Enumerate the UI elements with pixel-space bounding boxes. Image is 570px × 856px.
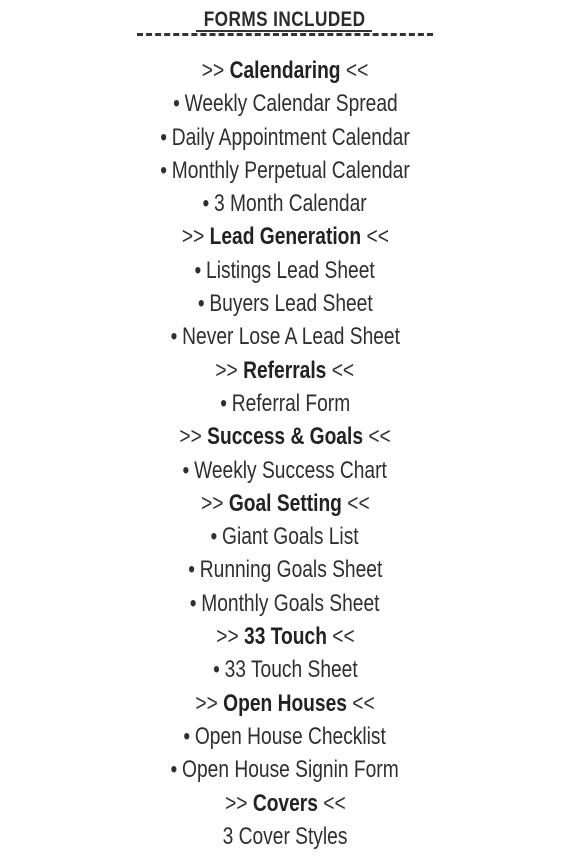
- list-item-label: Buyers Lead Sheet: [209, 290, 373, 318]
- list-item: [0, 520, 570, 553]
- bullet-icon: •: [172, 90, 180, 118]
- bullet-icon: •: [190, 589, 197, 617]
- dashed-divider: [137, 33, 433, 36]
- list-item: [0, 587, 570, 620]
- bullet-icon: •: [197, 290, 205, 318]
- section-heading-inner: [179, 420, 390, 453]
- list-item-label: Open House Checklist: [195, 722, 387, 750]
- list-item-label: Never Lose A Lead Sheet: [181, 323, 400, 351]
- arrow-left: >>: [195, 689, 218, 717]
- arrow-right: <<: [366, 223, 389, 251]
- section-heading: [0, 220, 570, 253]
- section-heading-label: Goal Setting: [228, 489, 342, 517]
- footer-item: [0, 820, 570, 853]
- section-heading: [0, 687, 570, 720]
- list-item: [0, 154, 570, 187]
- section-heading: [0, 354, 570, 387]
- forms-list: [0, 54, 570, 853]
- bullet-icon: •: [160, 156, 167, 184]
- section-heading-label: Lead Generation: [209, 223, 361, 251]
- section-heading-inner: [181, 220, 388, 253]
- title-underline: [196, 30, 372, 32]
- bullet-icon: •: [170, 323, 178, 351]
- bullet-icon: •: [202, 190, 210, 218]
- list-item: [0, 87, 570, 120]
- list-item-inner: [188, 553, 382, 586]
- bullet-icon: •: [194, 256, 202, 284]
- list-item-inner: [220, 387, 350, 420]
- list-item: [0, 753, 570, 786]
- list-item: [0, 720, 570, 753]
- section-heading: [0, 620, 570, 653]
- list-item-label: 3 Month Calendar: [214, 190, 368, 218]
- list-item-inner: [170, 320, 399, 353]
- list-item-inner: [183, 454, 387, 487]
- arrow-left: >>: [224, 789, 248, 817]
- section-heading-inner: [216, 620, 354, 653]
- list-item-label: 33 Touch Sheet: [224, 656, 358, 684]
- bullet-icon: •: [187, 556, 195, 584]
- bullet-icon: •: [170, 756, 178, 784]
- section-heading-label: Success & Goals: [207, 423, 363, 451]
- list-item-inner: [203, 187, 367, 220]
- arrow-right: <<: [346, 489, 370, 517]
- section-heading-label: Referrals: [243, 356, 327, 384]
- section-heading: [0, 420, 570, 453]
- section-heading-label: Open Houses: [223, 689, 347, 717]
- list-item-label: Monthly Goals Sheet: [201, 589, 380, 617]
- section-heading-inner: [201, 487, 370, 520]
- title-wrap: [0, 8, 570, 32]
- bullet-icon: •: [183, 722, 191, 750]
- list-item: [0, 187, 570, 220]
- list-item-inner: [160, 121, 410, 154]
- arrow-right: <<: [331, 623, 355, 651]
- list-item: [0, 287, 570, 320]
- list-item-label: Weekly Calendar Spread: [184, 90, 398, 118]
- list-item-label: Open House Signin Form: [182, 756, 400, 784]
- arrow-left: >>: [181, 223, 204, 251]
- bullet-icon: •: [160, 123, 167, 151]
- section-heading-inner: [216, 354, 355, 387]
- bullet-icon: •: [210, 523, 218, 551]
- section-heading: [0, 487, 570, 520]
- list-item-inner: [173, 87, 398, 120]
- arrow-right: <<: [331, 356, 355, 384]
- section-heading-label: 33 Touch: [243, 623, 327, 651]
- arrow-right: <<: [322, 789, 346, 817]
- section-heading-inner: [195, 687, 374, 720]
- arrow-right: <<: [345, 57, 369, 84]
- bullet-icon: •: [182, 456, 190, 484]
- section-heading: [0, 54, 570, 87]
- list-item: [0, 454, 570, 487]
- arrow-left: >>: [200, 489, 224, 517]
- list-item: [0, 653, 570, 686]
- arrow-left: >>: [179, 423, 202, 451]
- list-item-label: Running Goals Sheet: [199, 556, 383, 584]
- list-item-label: Daily Appointment Calendar: [171, 123, 410, 151]
- arrow-right: <<: [352, 689, 375, 717]
- footer-label: 3 Cover Styles: [222, 822, 348, 850]
- list-item-inner: [190, 587, 380, 620]
- section-heading-inner: [202, 54, 368, 87]
- list-item-label: Giant Goals List: [222, 523, 360, 551]
- list-item-label: Referral Form: [231, 389, 350, 417]
- section-heading-inner: [225, 787, 346, 820]
- list-item: [0, 553, 570, 586]
- list-item-label: Weekly Success Chart: [194, 456, 388, 484]
- list-item-inner: [198, 287, 373, 320]
- list-item-inner: [171, 753, 399, 786]
- footer-item-inner: [223, 820, 348, 853]
- arrow-left: >>: [201, 57, 225, 84]
- list-item-inner: [211, 520, 359, 553]
- bullet-icon: •: [212, 656, 220, 684]
- list-item-label: Monthly Perpetual Calendar: [171, 156, 410, 184]
- arrow-left: >>: [215, 356, 239, 384]
- list-item: [0, 387, 570, 420]
- arrow-right: <<: [368, 423, 391, 451]
- list-item-inner: [160, 154, 410, 187]
- list-item: [0, 254, 570, 287]
- list-item-label: Listings Lead Sheet: [206, 256, 376, 284]
- list-item-inner: [213, 653, 358, 686]
- page-title: FORMS INCLUDED: [204, 8, 366, 31]
- section-heading: [0, 787, 570, 820]
- arrow-left: >>: [215, 623, 239, 651]
- section-heading-label: Covers: [252, 789, 318, 817]
- list-item-inner: [184, 720, 387, 753]
- section-heading-label: Calendaring: [229, 57, 341, 84]
- list-item-inner: [195, 254, 375, 287]
- bullet-icon: •: [220, 389, 227, 417]
- list-item: [0, 121, 570, 154]
- list-item: [0, 320, 570, 353]
